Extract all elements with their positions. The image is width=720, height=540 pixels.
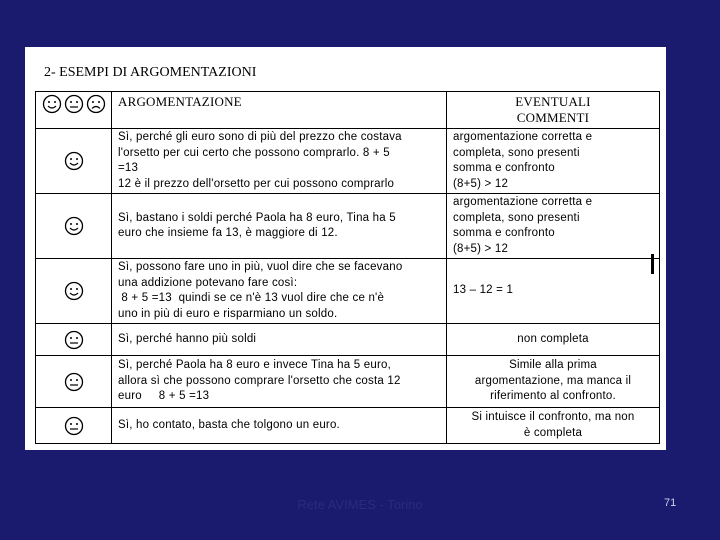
comment-line: (8+5) > 12 <box>453 242 509 255</box>
comment-cell <box>447 194 660 259</box>
comment-line: somma e confronto <box>453 227 555 239</box>
smile-face-icon <box>64 281 84 301</box>
row-face-cell <box>36 356 112 408</box>
argument-cell <box>112 194 447 259</box>
argument-line: allora sì che possono comprare l'orsetto che costa 12 <box>118 374 401 387</box>
neutral-face-icon <box>64 372 84 392</box>
table-row <box>36 408 660 444</box>
row-face-cell <box>36 129 112 194</box>
header-commenti-line2: COMMENTI <box>516 109 590 125</box>
table-row <box>36 129 660 194</box>
comment-line: somma e confronto <box>453 162 555 174</box>
comment-line: (8+5) > 12 <box>453 177 509 190</box>
section-heading: 2- ESEMPI DI ARGOMENTAZIONI <box>44 65 257 80</box>
argument-line: Sì, perché hanno più soldi <box>118 332 257 345</box>
neutral-face-icon <box>64 94 84 114</box>
argument-cell <box>112 408 447 444</box>
argument-line: euro 8 + 5 =13 <box>118 390 210 403</box>
comment-line: non completa <box>517 332 589 345</box>
argument-line: Sì, perché Paola ha 8 euro e invece Tina ha 5 euro, <box>118 359 391 372</box>
argument-cell <box>112 259 447 324</box>
comment-cell <box>447 408 660 444</box>
header-commenti-line1: EVENTUALI <box>515 94 591 109</box>
argument-line: l'orsetto per cui certo che possono comprarlo. 8 + 5 <box>118 146 390 159</box>
argument-line: euro che insieme fa 13, è maggiore di 12. <box>118 227 338 239</box>
edge-mark <box>651 254 654 274</box>
argument-line: 8 + 5 =13 quindi se ce n'è 13 vuol dire che ce n'è <box>118 292 385 304</box>
comment-line: Simile alla prima <box>509 359 597 372</box>
comment-line: argomentazione, ma manca il <box>474 374 632 387</box>
comment-line: completa, sono presenti <box>453 211 580 224</box>
comment-cell <box>447 129 660 194</box>
argument-cell <box>112 356 447 408</box>
smile-face-icon <box>42 94 62 114</box>
argument-line: Sì, possono fare uno in più, vuol dire che se facevano <box>118 261 403 273</box>
comment-cell <box>447 324 660 356</box>
argument-line: una addizione potevano fare così: <box>118 276 298 289</box>
comment-line: argomentazione corretta e <box>453 196 593 208</box>
table-header-row <box>36 92 660 129</box>
slide-content <box>25 47 666 450</box>
header-commenti <box>447 92 660 129</box>
argument-line: =13 <box>118 162 139 174</box>
comment-line: 13 – 12 = 1 <box>453 284 514 297</box>
row-face-cell <box>36 194 112 259</box>
argument-cell <box>112 129 447 194</box>
faces-legend <box>36 92 112 129</box>
comment-line: completa, sono presenti <box>453 146 580 159</box>
footer-text: Rete AVIMES - Torino <box>297 497 423 512</box>
comment-cell <box>447 356 660 408</box>
comment-line: Si intuisce il confronto, ma non <box>471 411 635 423</box>
slide-number: 71 <box>664 497 677 509</box>
table-row <box>36 356 660 408</box>
table-row <box>36 194 660 259</box>
row-face-cell <box>36 259 112 324</box>
arguments-table <box>35 91 660 444</box>
argument-line: Sì, perché gli euro sono di più del prezzo che costava <box>118 131 402 143</box>
row-face-cell <box>36 324 112 356</box>
comment-cell <box>447 259 660 324</box>
comment-line: argomentazione corretta e <box>453 131 593 143</box>
comment-line: riferimento al confronto. <box>490 390 616 403</box>
argument-line: Sì, bastano i soldi perché Paola ha 8 euro, Tina ha 5 <box>118 211 396 224</box>
row-face-cell <box>36 408 112 444</box>
smile-face-icon <box>64 151 84 171</box>
argument-line: Sì, ho contato, basta che tolgono un euro. <box>118 418 340 431</box>
header-argomentazione: ARGOMENTAZIONE <box>112 92 447 129</box>
neutral-face-icon <box>64 416 84 436</box>
sad-face-icon <box>86 94 106 114</box>
table-row <box>36 259 660 324</box>
argument-cell <box>112 324 447 356</box>
neutral-face-icon <box>64 330 84 350</box>
table-row <box>36 324 660 356</box>
comment-line: è completa <box>523 426 583 439</box>
smile-face-icon <box>64 216 84 236</box>
argument-line: 12 è il prezzo dell'orsetto per cui possono comprarlo <box>118 177 395 190</box>
argument-line: uno in più di euro e risparmiano un soldo. <box>118 307 338 320</box>
